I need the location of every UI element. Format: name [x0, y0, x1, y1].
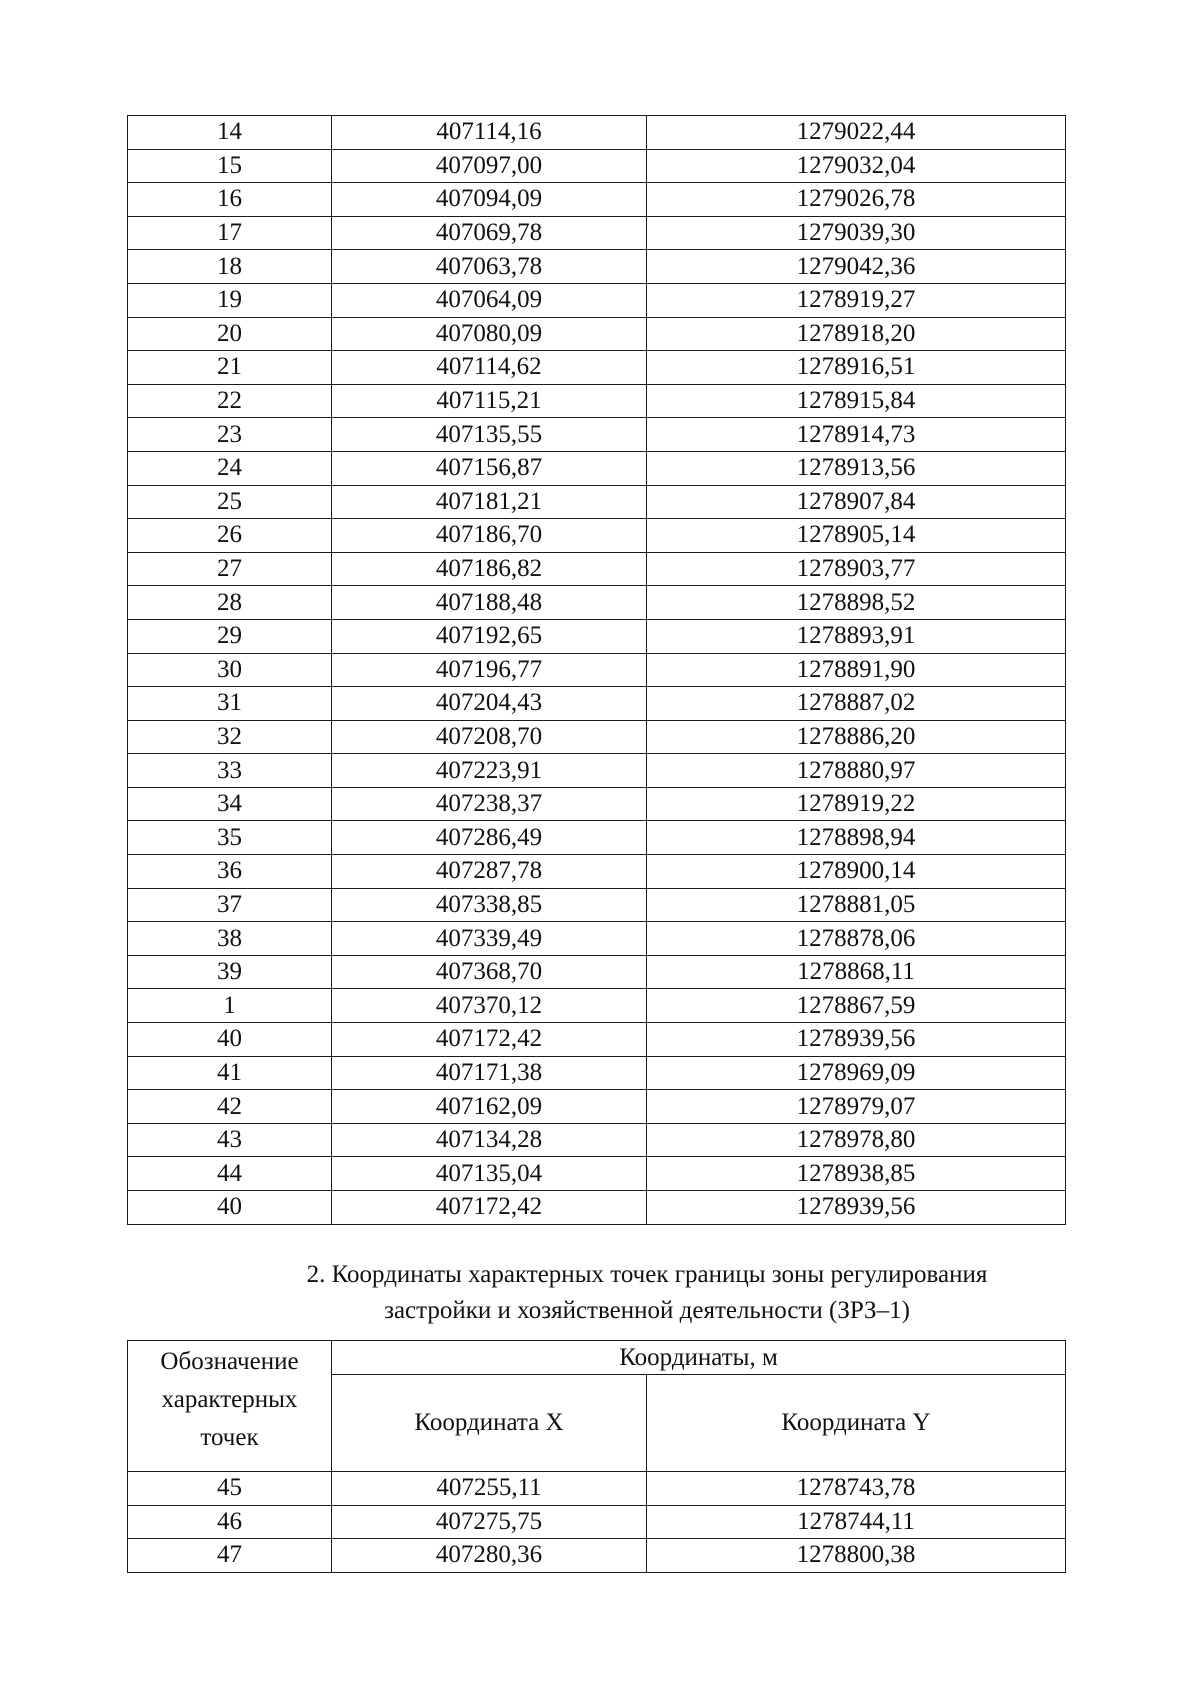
point-cell: 1	[128, 989, 332, 1023]
point-cell: 18	[128, 250, 332, 284]
coord-y-cell: 1278903,77	[647, 552, 1066, 586]
point-cell: 25	[128, 485, 332, 519]
coord-x-cell: 407280,36	[332, 1539, 647, 1573]
coord-x-cell: 407080,09	[332, 317, 647, 351]
table-row	[128, 418, 1066, 452]
coordinates-table-1-body	[128, 116, 1066, 1225]
coord-y-cell: 1278919,22	[647, 787, 1066, 821]
coord-y-cell: 1278900,14	[647, 855, 1066, 889]
coord-y-cell: 1278914,73	[647, 418, 1066, 452]
point-cell: 43	[128, 1123, 332, 1157]
coord-y-cell: 1278893,91	[647, 619, 1066, 653]
coord-y-cell: 1278913,56	[647, 451, 1066, 485]
coordinates-table-1	[127, 115, 1066, 1225]
coord-x-cell: 407172,42	[332, 1023, 647, 1057]
coord-x-cell: 407188,48	[332, 586, 647, 620]
point-cell: 34	[128, 787, 332, 821]
point-cell: 17	[128, 216, 332, 250]
point-cell: 45	[128, 1472, 332, 1506]
coord-x-cell: 407192,65	[332, 619, 647, 653]
table-row	[128, 519, 1066, 553]
point-cell: 26	[128, 519, 332, 553]
coord-x-cell: 407204,43	[332, 687, 647, 721]
coord-x-cell: 407208,70	[332, 720, 647, 754]
coord-x-cell: 407094,09	[332, 183, 647, 217]
coord-y-cell: 1278878,06	[647, 922, 1066, 956]
coord-y-cell: 1278979,07	[647, 1090, 1066, 1124]
table-row	[128, 1056, 1066, 1090]
coord-x-cell: 407275,75	[332, 1505, 647, 1539]
table-row	[128, 351, 1066, 385]
coord-x-cell: 407134,28	[332, 1123, 647, 1157]
table-row	[128, 317, 1066, 351]
header-designation-line-3: точек	[200, 1424, 259, 1451]
coord-x-cell: 407186,82	[332, 552, 647, 586]
coord-y-cell: 1278918,20	[647, 317, 1066, 351]
table-row	[128, 787, 1066, 821]
point-cell: 39	[128, 955, 332, 989]
point-cell: 30	[128, 653, 332, 687]
section-heading	[127, 1257, 1167, 1329]
table-row	[128, 888, 1066, 922]
coord-x-cell: 407162,09	[332, 1090, 647, 1124]
coord-x-cell: 407064,09	[332, 283, 647, 317]
header-coord-x: Координата X	[332, 1375, 647, 1472]
coord-x-cell: 407196,77	[332, 653, 647, 687]
point-cell: 22	[128, 384, 332, 418]
point-cell: 40	[128, 1023, 332, 1057]
point-cell: 41	[128, 1056, 332, 1090]
coord-x-cell: 407255,11	[332, 1472, 647, 1506]
table-row	[128, 451, 1066, 485]
point-cell: 37	[128, 888, 332, 922]
table-row	[128, 1191, 1066, 1225]
point-cell: 21	[128, 351, 332, 385]
section-heading-line-2: застройки и хозяйственной деятельности (ЗРЗ–1)	[384, 1297, 910, 1324]
table-row	[128, 485, 1066, 519]
coord-x-cell: 407181,21	[332, 485, 647, 519]
point-cell: 27	[128, 552, 332, 586]
table-row	[128, 855, 1066, 889]
point-cell: 35	[128, 821, 332, 855]
point-cell: 31	[128, 687, 332, 721]
table-row	[128, 283, 1066, 317]
coordinates-table-2	[127, 1340, 1066, 1573]
table-row	[128, 216, 1066, 250]
table-row	[128, 720, 1066, 754]
coord-x-cell: 407114,62	[332, 351, 647, 385]
coord-y-cell: 1278898,52	[647, 586, 1066, 620]
coord-y-cell: 1278891,90	[647, 653, 1066, 687]
point-cell: 16	[128, 183, 332, 217]
coord-x-cell: 407069,78	[332, 216, 647, 250]
table-row	[128, 1472, 1066, 1506]
table-row	[128, 1539, 1066, 1573]
coord-y-cell: 1278868,11	[647, 955, 1066, 989]
coord-y-cell: 1278939,56	[647, 1191, 1066, 1225]
coord-y-cell: 1278939,56	[647, 1023, 1066, 1057]
point-cell: 14	[128, 116, 332, 150]
coord-y-cell: 1278880,97	[647, 754, 1066, 788]
header-designation	[128, 1341, 332, 1472]
point-cell: 38	[128, 922, 332, 956]
table-row	[128, 384, 1066, 418]
table-row	[128, 955, 1066, 989]
coord-y-cell: 1279026,78	[647, 183, 1066, 217]
coord-y-cell: 1279032,04	[647, 149, 1066, 183]
coord-y-cell: 1278905,14	[647, 519, 1066, 553]
coordinates-table-2-header	[128, 1341, 1066, 1472]
coord-y-cell: 1278938,85	[647, 1157, 1066, 1191]
coord-x-cell: 407338,85	[332, 888, 647, 922]
coord-x-cell: 407097,00	[332, 149, 647, 183]
coord-y-cell: 1278743,78	[647, 1472, 1066, 1506]
coordinates-table-2-body	[128, 1472, 1066, 1573]
table-row	[128, 922, 1066, 956]
coord-x-cell: 407186,70	[332, 519, 647, 553]
table-row	[128, 552, 1066, 586]
coord-y-cell: 1278867,59	[647, 989, 1066, 1023]
coord-y-cell: 1279022,44	[647, 116, 1066, 150]
point-cell: 36	[128, 855, 332, 889]
header-coordinates: Координаты, м	[332, 1341, 1066, 1375]
table-row	[128, 250, 1066, 284]
coord-y-cell: 1278881,05	[647, 888, 1066, 922]
table-row	[128, 821, 1066, 855]
table-row	[128, 619, 1066, 653]
table-row	[128, 1023, 1066, 1057]
coord-y-cell: 1278919,27	[647, 283, 1066, 317]
point-cell: 20	[128, 317, 332, 351]
point-cell: 47	[128, 1539, 332, 1573]
table-row	[128, 653, 1066, 687]
coord-y-cell: 1278744,11	[647, 1505, 1066, 1539]
coord-x-cell: 407286,49	[332, 821, 647, 855]
table-row	[128, 1505, 1066, 1539]
coord-y-cell: 1278907,84	[647, 485, 1066, 519]
coord-x-cell: 407135,55	[332, 418, 647, 452]
point-cell: 28	[128, 586, 332, 620]
table-row	[128, 1123, 1066, 1157]
point-cell: 46	[128, 1505, 332, 1539]
header-coord-y: Координата Y	[647, 1375, 1066, 1472]
point-cell: 40	[128, 1191, 332, 1225]
table-row	[128, 754, 1066, 788]
point-cell: 32	[128, 720, 332, 754]
point-cell: 19	[128, 283, 332, 317]
coord-y-cell: 1279042,36	[647, 250, 1066, 284]
header-designation-line-2: характерных	[161, 1386, 298, 1413]
point-cell: 23	[128, 418, 332, 452]
section-heading-line-1: 2. Координаты характерных точек границы зоны регулирования	[306, 1261, 988, 1288]
coord-x-cell: 407370,12	[332, 989, 647, 1023]
table-row	[128, 116, 1066, 150]
point-cell: 44	[128, 1157, 332, 1191]
table-row	[128, 183, 1066, 217]
coord-x-cell: 407238,37	[332, 787, 647, 821]
coord-x-cell: 407368,70	[332, 955, 647, 989]
point-cell: 24	[128, 451, 332, 485]
point-cell: 15	[128, 149, 332, 183]
table-row	[128, 1090, 1066, 1124]
point-cell: 29	[128, 619, 332, 653]
coord-x-cell: 407287,78	[332, 855, 647, 889]
header-designation-line-1: Обозначение	[160, 1348, 299, 1375]
table-row	[128, 149, 1066, 183]
coord-y-cell: 1278916,51	[647, 351, 1066, 385]
coord-y-cell: 1279039,30	[647, 216, 1066, 250]
coord-x-cell: 407135,04	[332, 1157, 647, 1191]
coord-x-cell: 407115,21	[332, 384, 647, 418]
table-row	[128, 687, 1066, 721]
coord-y-cell: 1278886,20	[647, 720, 1066, 754]
coord-y-cell: 1278969,09	[647, 1056, 1066, 1090]
coord-x-cell: 407114,16	[332, 116, 647, 150]
header-row-main	[128, 1341, 1066, 1375]
coord-y-cell: 1278800,38	[647, 1539, 1066, 1573]
coord-x-cell: 407063,78	[332, 250, 647, 284]
coord-y-cell: 1278915,84	[647, 384, 1066, 418]
coord-y-cell: 1278978,80	[647, 1123, 1066, 1157]
table-row	[128, 989, 1066, 1023]
coord-y-cell: 1278887,02	[647, 687, 1066, 721]
table-row	[128, 586, 1066, 620]
coord-x-cell: 407156,87	[332, 451, 647, 485]
coord-x-cell: 407171,38	[332, 1056, 647, 1090]
point-cell: 42	[128, 1090, 332, 1124]
coord-x-cell: 407172,42	[332, 1191, 647, 1225]
coord-y-cell: 1278898,94	[647, 821, 1066, 855]
table-row	[128, 1157, 1066, 1191]
point-cell: 33	[128, 754, 332, 788]
coord-x-cell: 407223,91	[332, 754, 647, 788]
coord-x-cell: 407339,49	[332, 922, 647, 956]
